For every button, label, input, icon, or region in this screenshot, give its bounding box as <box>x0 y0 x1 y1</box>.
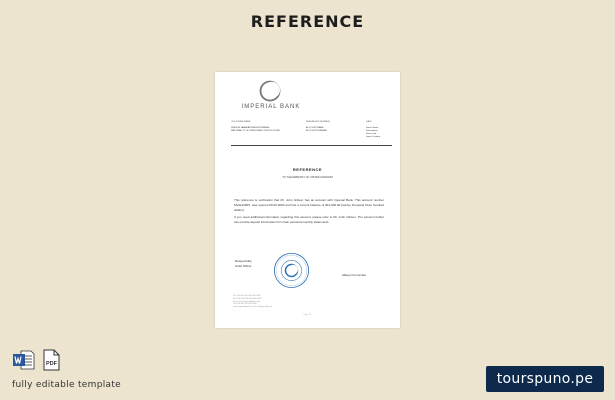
header-label: CUSTOMER NAME <box>231 121 251 123</box>
footer-line: www.imperialbank.com.uk (mailing address) <box>233 306 273 309</box>
header-value: Some City <box>366 132 377 135</box>
header-value: Some Country <box>366 135 380 138</box>
header-value: PERSON NAME/ADDRESS/ZIP/EMAIL <box>231 126 270 129</box>
header-customer-column <box>231 121 280 133</box>
closing-line: Respectfully, <box>235 259 252 263</box>
body-paragraph: If you need additional information regarding this account, please refer to Mr. John Gibson. The account holder can provide deposit information from their personal monthly statements. <box>234 215 384 225</box>
closing-block <box>235 259 252 269</box>
signatory-name: Allasyn Konomika <box>342 273 366 277</box>
header-label: DATE <box>366 121 372 123</box>
bank-name: IMPERIAL BANK <box>241 104 301 110</box>
letter-body <box>234 198 384 228</box>
header-value: ACCOUNT NAME <box>306 126 324 129</box>
footer-line: Tel: 000 000 000 000 000 0000 <box>233 295 261 297</box>
pdf-icon-label: PDF <box>46 361 57 367</box>
header-reference-column <box>306 121 330 133</box>
page-number: Page 1/1 <box>303 314 312 316</box>
footer-line: Tel: 000 000 000 000 0000 <box>233 303 257 306</box>
letter-recipient: TO THE EMBASSY OF UNITED KINGDOM <box>282 176 333 179</box>
footer-line: Fax: 000 000 000 000 000 0000 <box>233 297 262 300</box>
header-divider <box>231 145 392 146</box>
editable-template-caption: fully editable template <box>12 380 121 390</box>
page-title: REFERENCE <box>250 12 365 31</box>
body-paragraph: This reference is verification that Mr. John Gibson has an account with Imperial Bank. This account number 5AFE1300X, was opened 00.00.0000 and has a current balance of $12,000.00 (twelve thousand three hundred dollars). <box>234 198 384 212</box>
header-value: Somewhere <box>366 129 378 132</box>
letter-footer <box>233 295 272 309</box>
header-date-column <box>366 121 380 139</box>
word-file-icon <box>12 348 36 372</box>
closing-title: Chief Officer <box>235 263 252 268</box>
pdf-file-icon <box>39 348 63 372</box>
header-label: REFERENCE NUMBER <box>306 121 330 123</box>
header-value: Some Street <box>366 126 379 129</box>
bank-logo-icon <box>259 80 281 102</box>
reference-letter-document <box>215 72 400 328</box>
footer-line: Email: info@imperialbank.com <box>233 300 261 303</box>
letter-heading: REFERENCE <box>292 167 323 172</box>
header-value: ACCOUNT NUMBER <box>306 129 327 132</box>
header-value: NATIONALITY OF PERSON/ACCOUNT HOLDER <box>231 129 280 132</box>
bank-seal-icon <box>273 252 310 289</box>
file-format-icons <box>12 348 63 372</box>
site-watermark: tourspuno.pe <box>486 366 604 392</box>
